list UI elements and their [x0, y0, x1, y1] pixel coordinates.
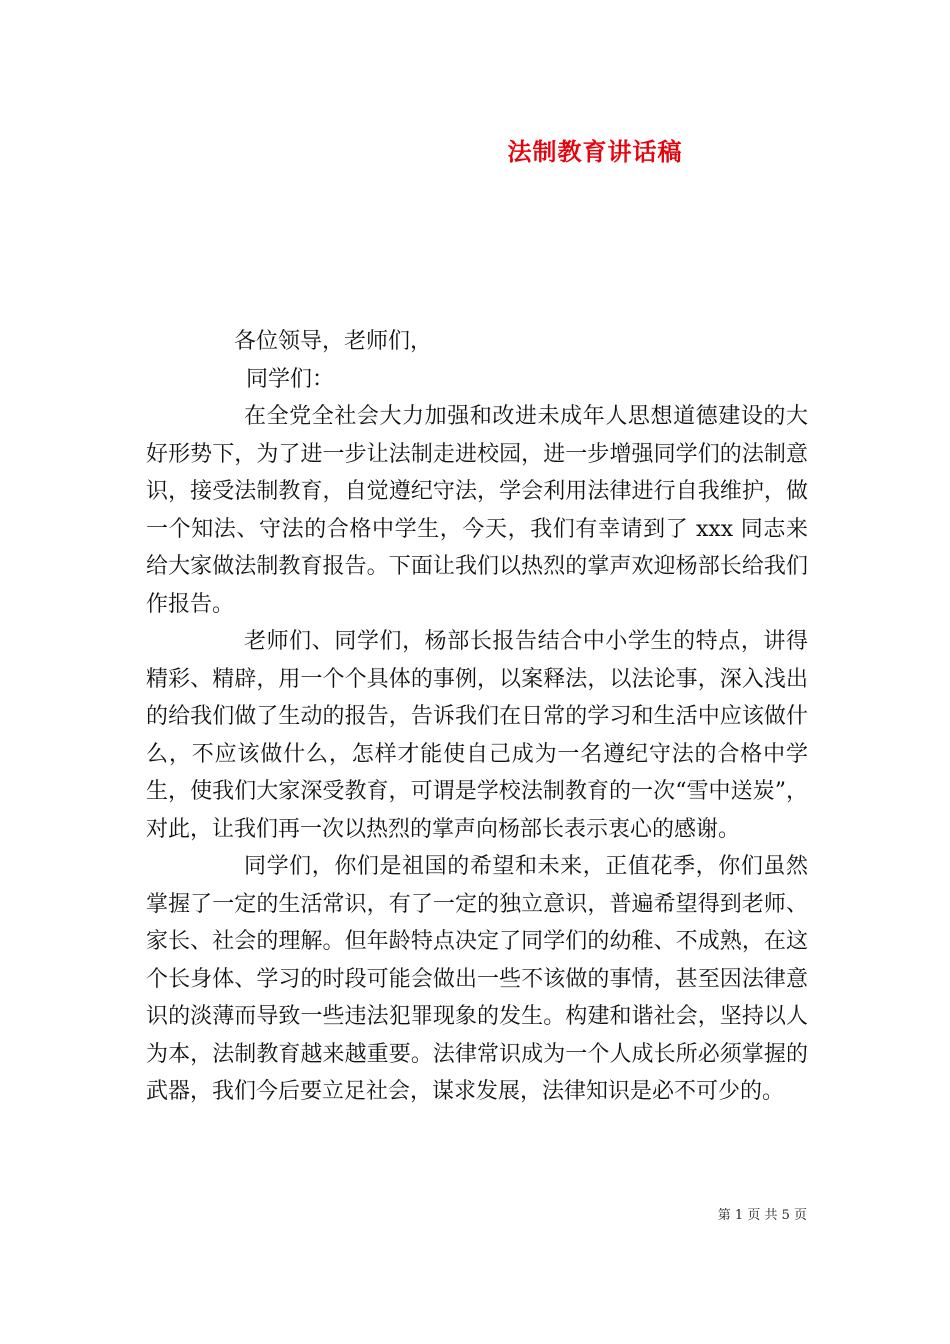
page-number-footer: 第 1 页 共 5 页 — [717, 1208, 807, 1223]
document-body — [146, 398, 808, 1111]
salutation-leaders: 各位领导，老师们， — [234, 329, 433, 354]
paragraph: 在全党全社会大力加强和改进未成年人思想道德建设的大好形势下，为了进一步让法制走进校园，进一步增强同学们的法制意识，接受法制教育，自觉遵纪守法，学会利用法律进行自我维护，做一个知法、守法的合格中学生，今天，我们有幸请到了 xxx 同志来给大家做法制教育报告。下面让我们以热烈的掌声欢迎杨部长给我们作报告。 — [146, 404, 808, 617]
paragraph: 老师们、同学们，杨部长报告结合中小学生的特点，讲得精彩、精辟，用一个个具体的事例，以案释法，以法论事，深入浅出的给我们做了生动的报告，告诉我们在日常的学习和生活中应该做什么，不应该做什么，怎样才能使自己成为一名遵纪守法的合格中学生，使我们大家深受教育，可谓是学校法制教育的一次“雪中送炭”，对此，让我们再一次以热烈的掌声向杨部长表示衷心的感谢。 — [146, 629, 808, 842]
document-title: 法制教育讲话稿 — [507, 137, 683, 166]
salutation-students: 同学们： — [246, 367, 335, 392]
paragraph: 同学们，你们是祖国的希望和未来，正值花季，你们虽然掌握了一定的生活常识，有了一定的独立意识，普遍希望得到老师、家长、社会的理解。但年龄特点决定了同学们的幼稚、不成熟，在这个长身体、学习的时段可能会做出一些不该做的事情，甚至因法律意识的淡薄而导致一些违法犯罪现象的发生。构建和谐社会，坚持以人为本，法制教育越来越重要。法律常识成为一个人成长所必须掌握的武器，我们今后要立足社会，谋求发展，法律知识是必不可少的。 — [146, 854, 808, 1104]
